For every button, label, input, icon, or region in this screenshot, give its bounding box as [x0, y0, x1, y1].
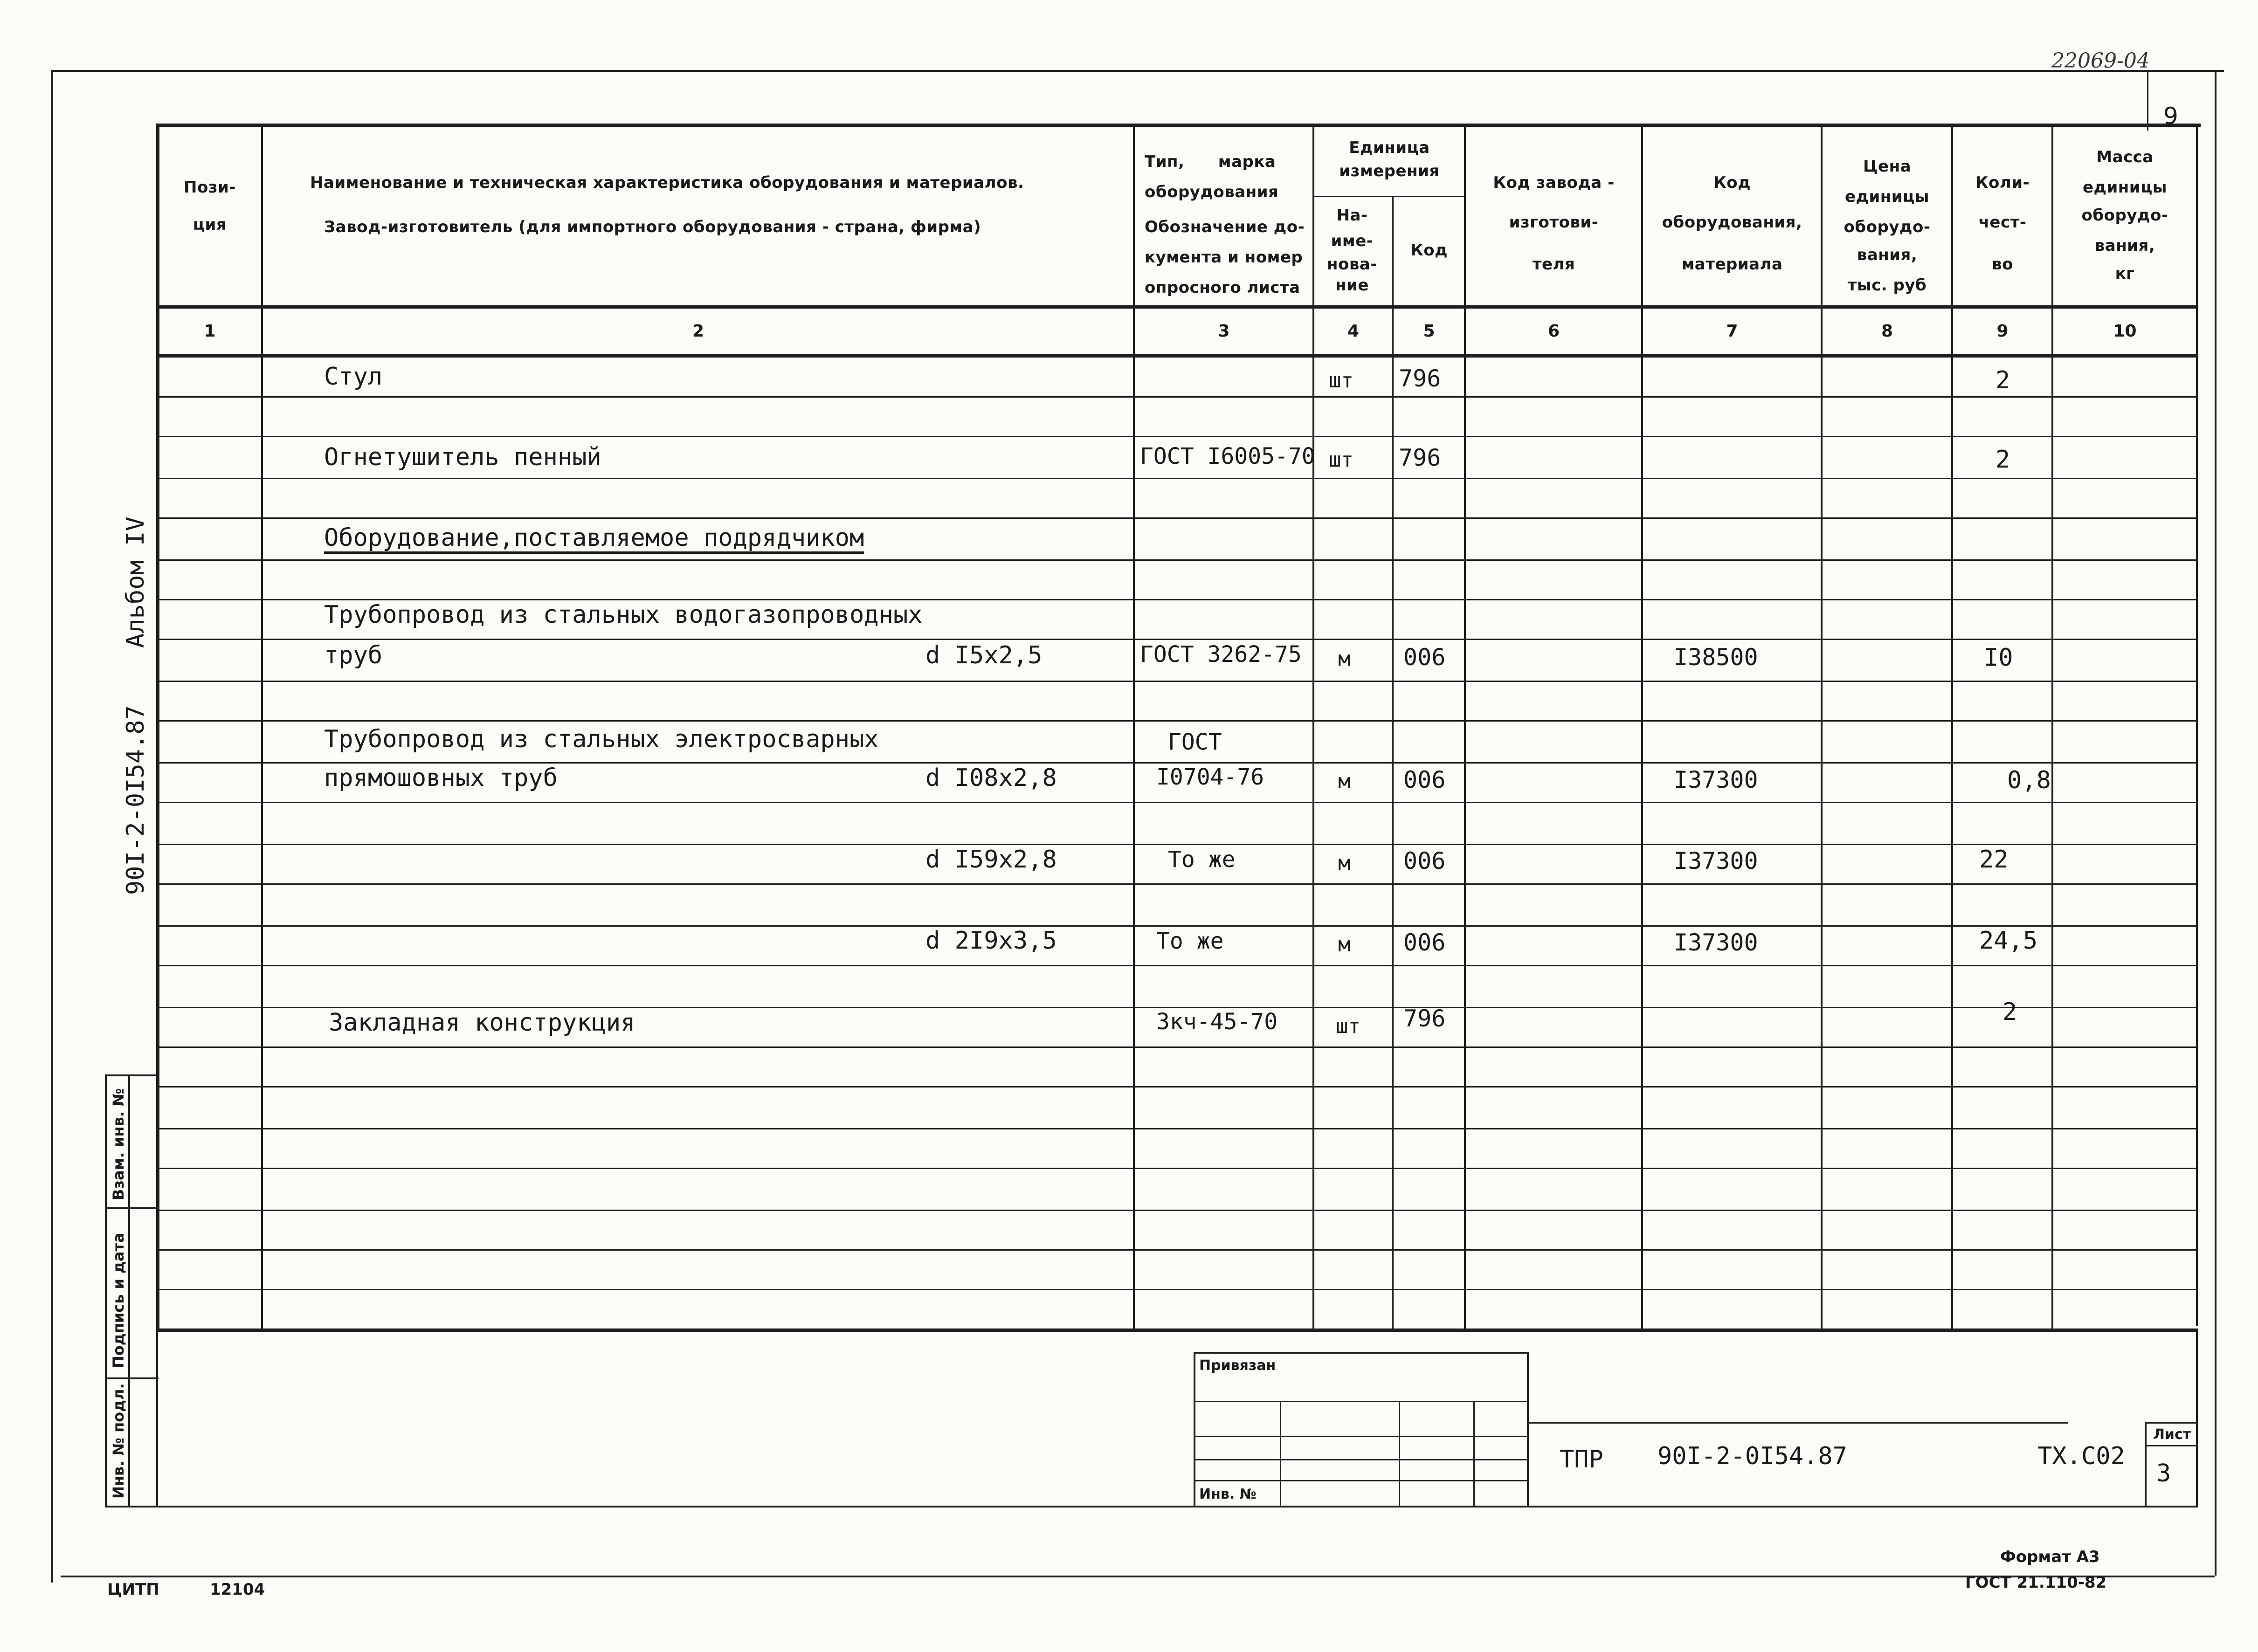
sheet-label: Лист: [2153, 1426, 2191, 1443]
item-quantity: 2: [1996, 366, 2010, 394]
sheet-box-top: [2145, 1422, 2198, 1424]
item-unit-code: 006: [1403, 644, 1446, 671]
header-col4-line3: нова-: [1327, 255, 1377, 274]
column-number: 10: [2113, 322, 2137, 341]
item-quantity: I0: [1984, 644, 2013, 672]
col-line-5: [1464, 124, 1466, 1331]
colnum-bottom-line: [156, 354, 2198, 358]
item-unit-code: 006: [1403, 766, 1446, 793]
item-name: прямошовных труб: [324, 764, 558, 792]
header-col6-line2: изготови-: [1509, 213, 1599, 232]
row-line: [156, 762, 2198, 764]
inv-no-label: Инв. №: [1199, 1486, 1257, 1502]
sheet-corner-number: 9: [2163, 103, 2178, 130]
section-heading: Оборудование,поставляемое подрядчиком: [324, 524, 864, 552]
title-project-number: 90I-2-0I54.87: [1657, 1442, 1847, 1470]
column-number: 3: [1218, 322, 1230, 341]
header-col7-line1: Код: [1713, 173, 1751, 192]
header-col3-line2: оборудования: [1145, 183, 1279, 201]
table-right-line: [2196, 124, 2198, 1326]
stamp-label-inv-podl: Инв. № подл.: [110, 1383, 127, 1499]
item-unit-code: 006: [1403, 847, 1446, 874]
privyazan-top: [1194, 1352, 1527, 1354]
item-unit: м: [1338, 770, 1351, 793]
column-number: 4: [1347, 322, 1360, 341]
row-line: [156, 599, 2198, 600]
col-line-1: [261, 124, 263, 1331]
privyazan-col3: [1473, 1401, 1475, 1506]
header-col1-line1: Пози-: [183, 178, 236, 197]
header-col8-line5: тыс. руб: [1847, 276, 1927, 295]
margin-album: Альбом IV: [122, 516, 150, 648]
header-col4-line2: име-: [1331, 232, 1374, 250]
header-col6-line3: теля: [1532, 255, 1575, 274]
row-line: [156, 1086, 2198, 1088]
item-name: Закладная конструкция: [329, 1009, 635, 1037]
row-line: [156, 517, 2198, 519]
privyazan-label: Привязан: [1199, 1357, 1276, 1374]
row-line: [156, 559, 2198, 561]
stamp-box-left: [105, 1074, 107, 1506]
item-quantity: 0,8: [2007, 766, 2051, 794]
column-number: 9: [1996, 322, 2009, 341]
item-unit: шт: [1329, 369, 1353, 392]
row-line: [156, 681, 2198, 682]
col-line-3: [1312, 124, 1314, 1331]
item-name: Трубопровод из стальных электросварных: [324, 725, 879, 753]
header-col7-line3: материала: [1681, 255, 1783, 274]
stamp-box-sep2: [105, 1377, 159, 1379]
header-col3-line5: опросного листа: [1145, 278, 1300, 297]
corner-box-line: [2147, 70, 2148, 131]
item-name: труб: [324, 641, 383, 669]
stamp-box-mid: [128, 1074, 130, 1506]
item-unit: шт: [1336, 1014, 1360, 1038]
unit-subheader-line: [1312, 196, 1464, 197]
header-col9-line3: во: [1992, 255, 2013, 274]
item-document: I0704-76: [1156, 764, 1264, 790]
item-unit: м: [1338, 647, 1351, 671]
header-col6-line1: Код завода -: [1493, 173, 1615, 192]
stamp-label-signature-date: Подпись и дата: [110, 1232, 127, 1368]
handwritten-doc-number: 22069-04: [2051, 49, 2150, 73]
frame-bottom-line: [61, 1576, 2215, 1577]
stamp-box-bottom: [105, 1506, 2198, 1507]
row-line: [156, 1046, 2198, 1048]
column-number: 2: [692, 322, 704, 341]
row-line: [156, 1007, 2198, 1008]
item-document: ГОСТ I6005-70: [1140, 443, 1315, 469]
item-document: То же: [1168, 847, 1236, 873]
col-line-6: [1641, 124, 1643, 1331]
sheet-box-mid: [2145, 1445, 2198, 1446]
col-line-7: [1821, 124, 1823, 1331]
row-line: [156, 396, 2198, 398]
privyazan-line3: [1194, 1459, 1527, 1460]
header-col4-line4: ние: [1335, 276, 1369, 295]
frame-left-line: [51, 70, 53, 1583]
item-quantity: 2: [2003, 998, 2017, 1026]
privyazan-line2: [1194, 1436, 1527, 1437]
item-equipment-code: I37300: [1674, 847, 1758, 874]
item-unit: м: [1338, 851, 1351, 875]
header-col2-line1: Наименование и техническая характеристика оборудования и материалов.: [310, 173, 1024, 192]
header-col10-line2: единицы: [2082, 178, 2168, 197]
footer-left-label: ЦИТП: [107, 1580, 159, 1599]
header-col3-line3: Обозначение до-: [1145, 218, 1305, 236]
header-col9-line2: чест-: [1978, 213, 2027, 232]
title-mark: ТХ.С02: [2037, 1442, 2125, 1470]
row-line: [156, 965, 2198, 966]
item-name: Огнетушитель пенный: [324, 443, 601, 471]
row-line: [156, 478, 2198, 479]
row-line: [156, 1128, 2198, 1129]
item-equipment-code: I38500: [1674, 644, 1758, 671]
title-block-top: [1527, 1422, 2068, 1424]
row-line: [156, 720, 2198, 722]
stamp-box-top: [105, 1074, 159, 1076]
table-top-line: [156, 124, 2201, 127]
header-col10-line4: вания,: [2094, 236, 2155, 255]
header-col5: Код: [1410, 241, 1448, 260]
privyazan-right: [1527, 1352, 1529, 1506]
item-quantity: 2: [1996, 446, 2010, 474]
item-name: Трубопровод из стальных водогазопроводных: [324, 601, 923, 629]
item-unit: шт: [1329, 448, 1353, 472]
header-col9-line1: Коли-: [1975, 173, 2030, 192]
row-line: [156, 802, 2198, 803]
item-document: ГОСТ 3262-75: [1140, 641, 1302, 668]
title-tpr: ТПР: [1560, 1446, 1603, 1473]
row-line: [156, 844, 2198, 845]
header-col7-line2: оборудования,: [1662, 213, 1802, 232]
header-col10-line5: кг: [2115, 264, 2135, 283]
header-col3-line1: Тип, марка: [1145, 152, 1276, 171]
table-left-line: [156, 124, 159, 1331]
header-unit-line1: Единица: [1349, 138, 1430, 157]
item-dimension: d I5x2,5: [925, 641, 1043, 669]
row-line: [156, 639, 2198, 640]
header-col4-line1: На-: [1336, 206, 1368, 225]
privyazan-line1: [1194, 1401, 1527, 1402]
item-unit-code: 796: [1403, 1005, 1446, 1032]
col-line-9: [2051, 124, 2053, 1331]
item-dimension: d I59x2,8: [925, 846, 1057, 874]
footer-format: Формат А3: [2000, 1548, 2100, 1566]
header-col8-line1: Цена: [1863, 157, 1912, 176]
stamp-label-vzam-inv: Взам. инв. №: [110, 1088, 127, 1200]
frame-right-line: [2215, 70, 2217, 1576]
item-quantity: 22: [1979, 846, 2009, 874]
column-number: 6: [1547, 322, 1560, 341]
item-dimension: d I08x2,8: [925, 764, 1057, 792]
header-unit-line2: измерения: [1339, 162, 1440, 180]
frame-top-line: [51, 70, 2224, 72]
column-number: 1: [204, 322, 216, 341]
header-bottom-line: [156, 305, 2198, 309]
header-col8-line3: оборудо-: [1844, 218, 1931, 236]
row-line: [156, 925, 2198, 927]
footer-gost: ГОСТ 21.110-82: [1965, 1573, 2107, 1592]
header-col10-line3: оборудо-: [2081, 206, 2168, 225]
header-col10-line1: Масса: [2096, 148, 2154, 166]
margin-project-number: 90I-2-0I54.87: [122, 705, 150, 895]
row-line: [156, 1168, 2198, 1169]
privyazan-col2: [1399, 1401, 1400, 1506]
header-col8-line4: вания,: [1857, 246, 1918, 264]
item-equipment-code: I37300: [1674, 929, 1758, 956]
row-line: [156, 1289, 2198, 1290]
item-document: ГОСТ: [1168, 729, 1222, 755]
item-unit-code: 796: [1399, 365, 1441, 392]
sheet-box-left: [2145, 1422, 2147, 1506]
item-document: Зкч-45-70: [1156, 1009, 1278, 1035]
sheet-number: 3: [2156, 1459, 2171, 1487]
header-col2-line2: Завод-изготовитель (для импортного оборудования - страна, фирма): [324, 218, 981, 236]
column-number: 7: [1726, 322, 1738, 341]
item-equipment-code: I37300: [1674, 766, 1758, 793]
item-unit-code: 006: [1403, 929, 1446, 956]
privyazan-left: [1194, 1352, 1195, 1506]
row-line: [156, 1210, 2198, 1211]
header-col1-line2: ция: [193, 215, 227, 234]
col-line-8: [1951, 124, 1953, 1331]
item-unit: м: [1338, 933, 1351, 957]
row-line: [156, 883, 2198, 885]
item-quantity: 24,5: [1979, 927, 2038, 955]
table-bottom-line: [156, 1328, 2198, 1332]
header-col8-line2: единицы: [1844, 187, 1930, 206]
item-dimension: d 2I9x3,5: [925, 927, 1057, 955]
lower-frame-left: [156, 1328, 158, 1506]
privyazan-col1: [1280, 1401, 1281, 1506]
row-line: [156, 436, 2198, 437]
lower-frame-right: [2196, 1328, 2198, 1506]
item-document: То же: [1156, 928, 1224, 954]
privyazan-line4: [1194, 1480, 1527, 1481]
header-col3-line4: кумента и номер: [1145, 248, 1303, 267]
row-line: [156, 1249, 2198, 1251]
column-number: 8: [1881, 322, 1893, 341]
item-unit-code: 796: [1399, 444, 1441, 471]
column-number: 5: [1423, 322, 1435, 341]
col-line-2: [1133, 124, 1135, 1331]
footer-left-number: 12104: [210, 1580, 265, 1599]
item-name: Стул: [324, 363, 383, 391]
stamp-box-sep1: [105, 1207, 159, 1209]
